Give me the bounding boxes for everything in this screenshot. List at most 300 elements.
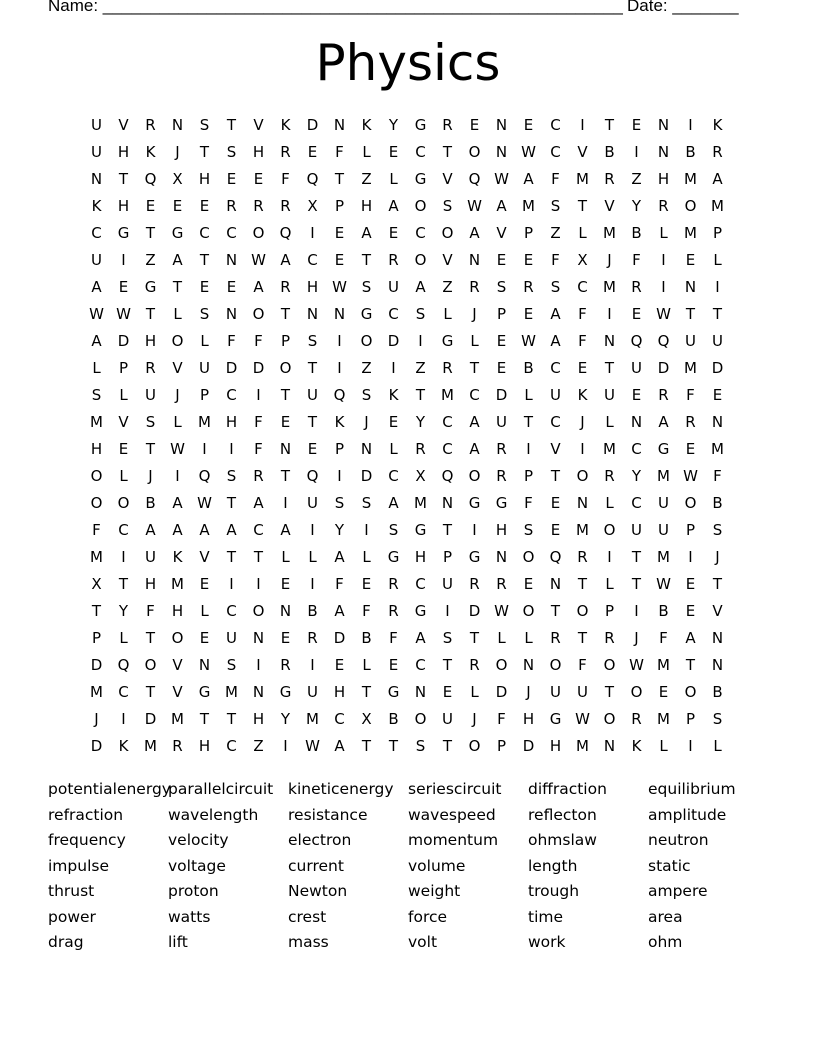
grid-letter: E (496, 251, 507, 269)
grid-letter: I (418, 332, 423, 350)
grid-letter: G (360, 305, 373, 323)
grid-letter: C (550, 359, 561, 377)
grid-letter: D (495, 683, 508, 701)
grid-letter: U (550, 386, 561, 404)
grid-letter: H (522, 710, 535, 728)
grid-letter: E (361, 575, 372, 593)
grid-letter: J (148, 467, 153, 485)
grid-letter: G (468, 494, 481, 512)
grid-letter: B (604, 143, 615, 161)
grid-letter: T (712, 305, 723, 323)
grid-letter: I (607, 548, 612, 566)
grid-letter: P (91, 629, 102, 647)
grid-letter: M (657, 467, 670, 485)
word-list-item: frequency (48, 831, 126, 849)
grid-letter: N (657, 143, 670, 161)
grid-letter: C (469, 386, 480, 404)
grid-letter: U (712, 332, 723, 350)
grid-letter: T (442, 656, 453, 674)
grid-letter: L (470, 683, 479, 701)
grid-letter: I (688, 737, 693, 755)
grid-letter: I (337, 467, 342, 485)
grid-letter: O (684, 197, 697, 215)
grid-letter: R (280, 278, 291, 296)
grid-letter: T (145, 440, 156, 458)
grid-letter: K (712, 116, 723, 134)
grid-letter: P (604, 602, 615, 620)
grid-letter: Z (442, 278, 453, 296)
grid-row (83, 436, 731, 463)
grid-letter: O (495, 656, 508, 674)
grid-letter: C (307, 251, 318, 269)
grid-letter: U (658, 521, 669, 539)
grid-letter: F (578, 305, 587, 323)
grid-letter: R (145, 359, 156, 377)
grid-letter: N (657, 116, 670, 134)
grid-letter: T (145, 305, 156, 323)
grid-letter: U (631, 521, 642, 539)
grid-letter: V (577, 143, 588, 161)
grid-letter: K (91, 197, 102, 215)
word-list-item: time (528, 907, 564, 926)
grid-letter: G (414, 170, 427, 188)
grid-letter: L (200, 332, 209, 350)
word-list-item: seriescircuit (408, 780, 502, 798)
word-list-item: kineticenergy (288, 780, 394, 798)
grid-letter: M (144, 737, 157, 755)
grid-letter: U (307, 386, 318, 404)
grid-letter: W (656, 575, 671, 593)
grid-letter: A (91, 332, 102, 350)
grid-letter: I (337, 332, 342, 350)
grid-letter: I (715, 278, 720, 296)
grid-letter: M (171, 575, 184, 593)
grid-letter: A (550, 305, 561, 323)
word-list-item: crest (288, 907, 327, 926)
word-list-item: volt (408, 933, 438, 951)
grid-row (83, 652, 731, 679)
grid-letter: E (658, 683, 669, 701)
grid-letter: O (252, 602, 265, 620)
grid-letter: M (657, 710, 670, 728)
grid-letter: H (252, 710, 265, 728)
grid-letter: R (226, 197, 237, 215)
grid-letter: G (198, 683, 211, 701)
grid-letter: E (280, 575, 291, 593)
grid-letter: L (605, 413, 614, 431)
grid-letter: T (145, 224, 156, 242)
grid-letter: M (198, 413, 211, 431)
grid-letter: Y (388, 116, 399, 134)
grid-letter: F (92, 521, 101, 539)
grid-letter: E (145, 197, 156, 215)
grid-letter: S (361, 278, 372, 296)
grid-letter: W (89, 305, 104, 323)
grid-letter: F (335, 143, 344, 161)
word-list-item: wavespeed (408, 805, 496, 824)
grid-letter: U (604, 386, 615, 404)
grid-letter: H (252, 143, 265, 161)
grid-letter: R (253, 467, 264, 485)
grid-letter: C (118, 683, 129, 701)
grid-letter: M (441, 386, 454, 404)
grid-letter: J (715, 548, 720, 566)
grid-letter: N (414, 683, 427, 701)
grid-letter: W (683, 467, 698, 485)
grid-letter: S (226, 656, 237, 674)
grid-letter: E (523, 575, 534, 593)
grid-letter: T (550, 602, 561, 620)
grid-letter: V (253, 116, 264, 134)
grid-letter: E (388, 413, 399, 431)
grid-letter: C (577, 278, 588, 296)
grid-letter: Q (630, 332, 643, 350)
grid-letter: D (252, 359, 265, 377)
grid-letter: O (441, 224, 454, 242)
grid-letter: Y (631, 467, 642, 485)
grid-letter: N (684, 278, 697, 296)
grid-letter: R (442, 116, 453, 134)
grid-letter: G (657, 440, 670, 458)
grid-letter: N (603, 332, 616, 350)
word-list-item: lift (168, 933, 188, 951)
grid-letter: M (522, 197, 535, 215)
grid-letter: E (685, 575, 696, 593)
grid-letter: W (251, 251, 266, 269)
grid-letter: C (118, 521, 129, 539)
grid-letter: A (388, 197, 399, 215)
grid-letter: F (632, 251, 641, 269)
grid-letter: O (468, 737, 481, 755)
grid-letter: L (524, 629, 533, 647)
grid-letter: C (91, 224, 102, 242)
grid-letter: K (118, 737, 129, 755)
grid-letter: N (225, 305, 238, 323)
grid-letter: B (712, 683, 723, 701)
grid-letter: R (469, 656, 480, 674)
grid-letter: O (603, 521, 616, 539)
grid-letter: E (280, 629, 291, 647)
grid-letter: I (580, 116, 585, 134)
grid-letter: E (172, 197, 183, 215)
grid-letter: M (576, 170, 589, 188)
grid-row (83, 193, 731, 220)
grid-letter: F (659, 629, 668, 647)
grid-letter: O (279, 359, 292, 377)
word-list-item: equilibrium (648, 780, 736, 798)
grid-letter: C (226, 602, 237, 620)
grid-letter: X (577, 251, 588, 269)
grid-letter: H (144, 575, 157, 593)
grid-letter: I (175, 467, 180, 485)
grid-letter: L (524, 386, 533, 404)
grid-letter: D (711, 359, 724, 377)
grid-letter: A (253, 494, 264, 512)
grid-letter: J (580, 413, 585, 431)
grid-letter: J (94, 710, 99, 728)
grid-letter: A (334, 602, 345, 620)
word-list-item: volume (408, 856, 466, 875)
grid-letter: U (685, 332, 696, 350)
grid-letter: T (442, 737, 453, 755)
grid-letter: L (362, 143, 371, 161)
grid-letter: K (631, 737, 642, 755)
grid-letter: V (172, 656, 183, 674)
grid-letter: D (387, 332, 400, 350)
grid-letter: R (388, 575, 399, 593)
word-list (48, 777, 768, 956)
grid-letter: R (523, 278, 534, 296)
grid-letter: R (631, 710, 642, 728)
grid-letter: I (283, 494, 288, 512)
word-list-item: static (648, 856, 691, 875)
grid-letter: G (144, 278, 157, 296)
grid-letter: J (607, 251, 612, 269)
grid-letter: R (685, 413, 696, 431)
grid-letter: A (334, 548, 345, 566)
grid-letter: V (604, 197, 615, 215)
grid-letter: S (496, 278, 507, 296)
grid-letter: A (550, 332, 561, 350)
grid-letter: Y (118, 602, 129, 620)
grid-letter: G (414, 602, 427, 620)
grid-letter: J (472, 710, 477, 728)
word-list-item: ohm (648, 933, 683, 951)
grid-letter: O (171, 629, 184, 647)
grid-letter: L (389, 170, 398, 188)
grid-letter: G (441, 332, 454, 350)
grid-letter: U (496, 413, 507, 431)
word-list-item: force (408, 907, 448, 926)
grid-letter: I (634, 602, 639, 620)
grid-letter: N (630, 413, 643, 431)
grid-letter: C (550, 413, 561, 431)
grid-letter: L (200, 602, 209, 620)
grid-letter: T (361, 683, 372, 701)
grid-letter: K (388, 386, 399, 404)
grid-letter: B (388, 710, 399, 728)
grid-letter: I (310, 656, 315, 674)
grid-row (83, 301, 731, 328)
grid-letter: E (199, 278, 210, 296)
name-field: Name: _______________________________________________________ (48, 0, 623, 15)
word-list-item: drag (48, 933, 84, 951)
grid-letter: E (334, 656, 345, 674)
grid-letter: I (121, 548, 126, 566)
grid-letter: F (254, 332, 263, 350)
grid-letter: M (711, 197, 724, 215)
grid-letter: V (118, 413, 129, 431)
grid-letter: Q (306, 170, 319, 188)
grid-letter: D (522, 737, 535, 755)
grid-letter: T (118, 170, 129, 188)
grid-letter: W (305, 737, 320, 755)
grid-letter: V (712, 602, 723, 620)
word-list-item: diffraction (528, 780, 607, 798)
grid-letter: N (522, 656, 535, 674)
grid-letter: U (550, 683, 561, 701)
grid-letter: R (307, 629, 318, 647)
grid-letter: I (661, 278, 666, 296)
grid-letter: U (442, 710, 453, 728)
grid-letter: B (145, 494, 156, 512)
grid-letter: S (145, 413, 156, 431)
grid-letter: X (415, 467, 426, 485)
grid-letter: E (631, 386, 642, 404)
grid-letter: C (631, 440, 642, 458)
grid-letter: B (307, 602, 318, 620)
grid-letter: F (551, 170, 560, 188)
grid-letter: V (118, 116, 129, 134)
grid-letter: C (415, 143, 426, 161)
grid-letter: A (199, 521, 210, 539)
grid-letter: F (497, 710, 506, 728)
grid-letter: T (712, 575, 723, 593)
grid-row (83, 247, 731, 274)
grid-row (83, 274, 731, 301)
grid-letter: S (91, 386, 102, 404)
grid-letter: O (90, 494, 103, 512)
grid-letter: T (604, 116, 615, 134)
grid-letter: M (90, 548, 103, 566)
grid-letter: U (631, 359, 642, 377)
grid-letter: J (526, 683, 531, 701)
grid-letter: G (414, 521, 427, 539)
grid-letter: F (578, 656, 587, 674)
letter-grid (83, 112, 731, 760)
grid-letter: I (310, 521, 315, 539)
grid-letter: R (280, 656, 291, 674)
grid-letter: I (202, 440, 207, 458)
grid-letter: A (91, 278, 102, 296)
grid-letter: M (306, 710, 319, 728)
grid-letter: F (281, 170, 290, 188)
grid-letter: Q (468, 170, 481, 188)
grid-letter: S (361, 494, 372, 512)
grid-letter: N (495, 548, 508, 566)
grid-letter: R (388, 251, 399, 269)
grid-letter: O (414, 197, 427, 215)
grid-letter: I (688, 548, 693, 566)
grid-letter: R (631, 278, 642, 296)
word-list-item: parallelcircuit (168, 780, 274, 798)
grid-letter: G (117, 224, 130, 242)
grid-letter: H (360, 197, 373, 215)
grid-letter: P (334, 197, 345, 215)
grid-letter: O (171, 332, 184, 350)
grid-letter: M (711, 440, 724, 458)
grid-letter: P (496, 305, 507, 323)
grid-letter: E (226, 170, 237, 188)
grid-letter: G (171, 224, 184, 242)
grid-letter: Z (145, 251, 156, 269)
word-list-item: Newton (288, 882, 348, 900)
grid-letter: W (656, 305, 671, 323)
grid-letter: O (549, 656, 562, 674)
grid-letter: U (442, 575, 453, 593)
grid-letter: N (225, 251, 238, 269)
grid-letter: W (332, 278, 347, 296)
grid-letter: T (145, 629, 156, 647)
grid-letter: A (280, 251, 291, 269)
grid-letter: N (711, 656, 724, 674)
grid-letter: P (496, 737, 507, 755)
grid-letter: W (467, 197, 482, 215)
grid-letter: H (90, 440, 103, 458)
grid-letter: I (634, 143, 639, 161)
grid-letter: Z (361, 359, 372, 377)
grid-letter: S (388, 521, 399, 539)
grid-letter: W (170, 440, 185, 458)
word-list-item: ampere (648, 882, 708, 900)
grid-letter: O (252, 305, 265, 323)
grid-letter: N (279, 440, 292, 458)
grid-letter: Q (306, 467, 319, 485)
grid-letter: N (252, 629, 265, 647)
grid-letter: I (283, 737, 288, 755)
grid-letter: T (199, 710, 210, 728)
grid-row (83, 355, 731, 382)
grid-letter: V (172, 683, 183, 701)
grid-letter: O (90, 467, 103, 485)
grid-letter: L (713, 251, 722, 269)
grid-letter: L (119, 386, 128, 404)
grid-letter: N (252, 683, 265, 701)
word-list-item: resistance (288, 805, 368, 824)
grid-letter: R (442, 359, 453, 377)
grid-letter: O (117, 494, 130, 512)
grid-letter: I (580, 440, 585, 458)
grid-letter: X (172, 170, 183, 188)
grid-letter: T (91, 602, 102, 620)
grid-letter: P (280, 332, 291, 350)
grid-row (83, 328, 731, 355)
grid-letter: U (226, 629, 237, 647)
grid-letter: T (172, 278, 183, 296)
grid-letter: G (468, 548, 481, 566)
grid-letter: T (307, 359, 318, 377)
grid-letter: F (524, 494, 533, 512)
grid-letter: X (91, 575, 102, 593)
grid-letter: O (522, 548, 535, 566)
grid-letter: N (198, 656, 211, 674)
grid-letter: B (712, 494, 723, 512)
grid-letter: H (495, 521, 508, 539)
grid-letter: Y (631, 197, 642, 215)
grid-letter: T (334, 170, 345, 188)
grid-letter: G (414, 116, 427, 134)
grid-letter: C (253, 521, 264, 539)
grid-letter: C (226, 737, 237, 755)
grid-letter: U (91, 116, 102, 134)
grid-letter: H (657, 170, 670, 188)
grid-letter: H (549, 737, 562, 755)
grid-letter: R (145, 116, 156, 134)
word-list-item: current (288, 856, 344, 875)
grid-letter: B (631, 224, 642, 242)
grid-letter: Z (361, 170, 372, 188)
grid-letter: J (472, 305, 477, 323)
grid-letter: D (495, 386, 508, 404)
grid-letter: I (256, 386, 261, 404)
grid-letter: E (712, 386, 723, 404)
grid-letter: A (523, 170, 534, 188)
grid-letter: T (388, 737, 399, 755)
grid-letter: Y (415, 413, 426, 431)
grid-letter: L (92, 359, 101, 377)
grid-letter: B (361, 629, 372, 647)
grid-letter: M (603, 440, 616, 458)
